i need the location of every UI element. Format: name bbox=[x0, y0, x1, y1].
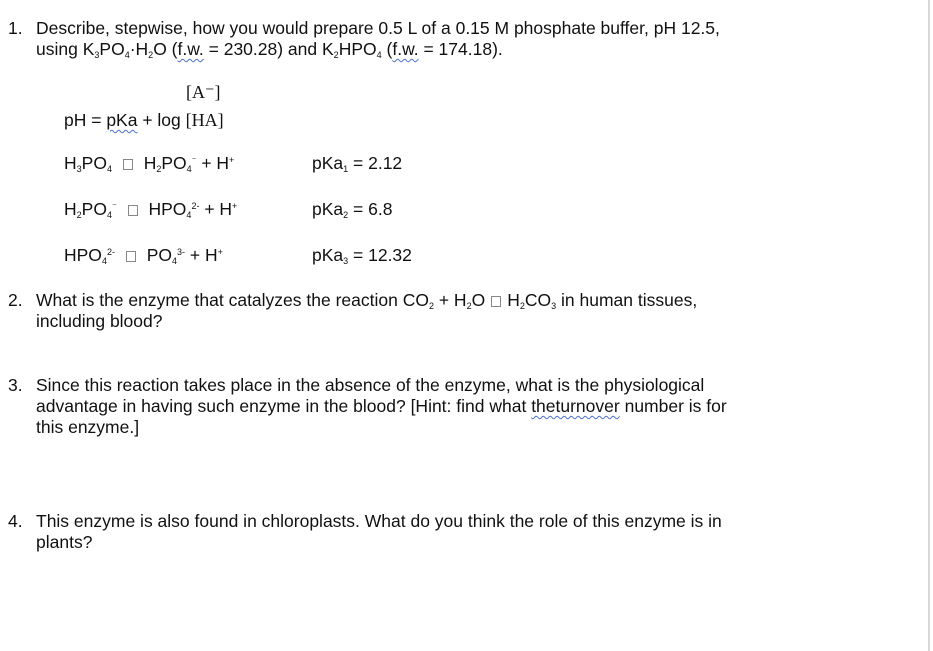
question-text-line: advantage in having such enzyme in the blood? [Hint: find what theturnover number is for bbox=[36, 396, 727, 416]
question-text-line: Since this reaction takes place in the absence of the enzyme, what is the physiological bbox=[36, 375, 705, 395]
question-number: 1. bbox=[8, 18, 23, 38]
pka-1: pKa$_1$ = 2.12 bbox=[312, 153, 403, 174]
hh-denominator: [HA] bbox=[185, 110, 224, 130]
question-text-line: What is the enzyme that catalyzes the reaction $CO_2 + H_2O$ $H_2CO_3$ in human tissues, bbox=[36, 290, 698, 311]
pka-2: pKa$_2$ = 6.8 bbox=[312, 199, 393, 220]
pka-3: pKa$_3$ = 12.32 bbox=[312, 245, 412, 266]
question-text-line: using $K_3PO_4\cdot H_2O$ (f.w. = 230.28) and $K_2HPO_4$ (f.w. = 174.18). bbox=[36, 39, 503, 60]
question-text-line: This enzyme is also found in chloroplasts. What do you think the role of this enzyme is in bbox=[36, 511, 722, 531]
missing-glyph-box bbox=[128, 205, 138, 216]
question-text-line: including blood? bbox=[36, 311, 163, 331]
missing-glyph-box bbox=[123, 159, 133, 170]
hh-equation: pH = pKa + log [HA] bbox=[64, 110, 224, 130]
equilibrium-2: $H_2PO_4^{^-}$ $HPO_4^{2-} + H^+$ bbox=[64, 199, 238, 220]
equilibrium-3: $HPO_4^{2-}$ $PO_4^{3-} + H^+$ bbox=[64, 245, 223, 266]
page-edge-rule bbox=[928, 0, 930, 651]
question-text-line: Describe, stepwise, how you would prepare 0.5 L of a 0.15 M phosphate buffer, pH 12.5, bbox=[36, 18, 720, 38]
question-number: 3. bbox=[8, 375, 23, 395]
missing-glyph-box bbox=[491, 296, 501, 307]
missing-glyph-box bbox=[126, 251, 136, 262]
question-number: 4. bbox=[8, 511, 23, 531]
question-text-line: this enzyme.] bbox=[36, 417, 140, 437]
hh-numerator: [A⁻] bbox=[186, 82, 221, 102]
question-text-line: plants? bbox=[36, 532, 93, 552]
question-number: 2. bbox=[8, 290, 23, 310]
equilibrium-1: $H_3PO_4$ $H_2PO_4^{^-} + H^+$ bbox=[64, 153, 235, 174]
